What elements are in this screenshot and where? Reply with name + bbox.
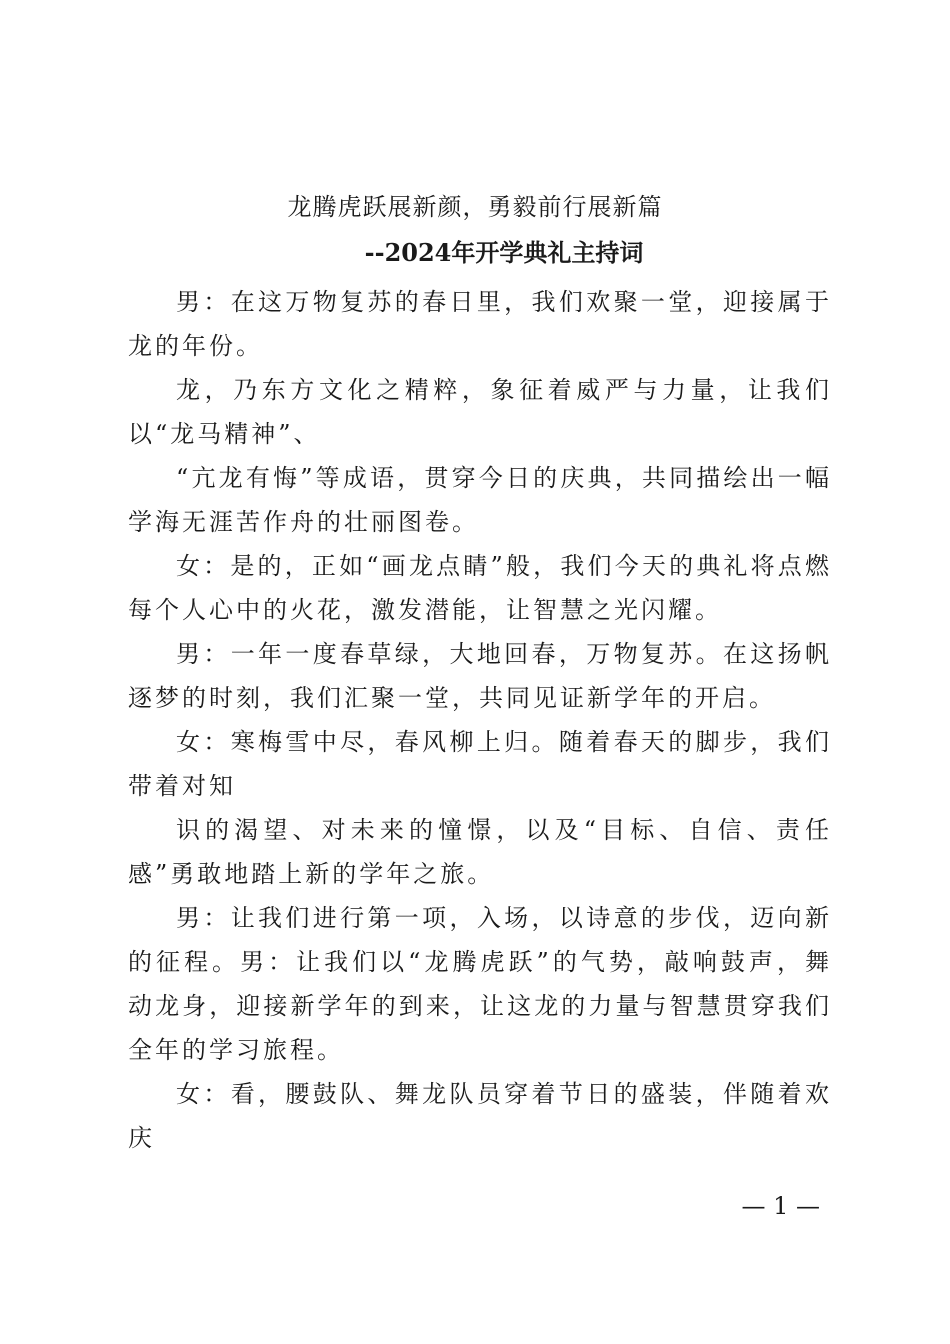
paragraph: 女：看，腰鼓队、舞龙队员穿着节日的盛装，伴随着欢庆 [128, 1080, 832, 1152]
paragraph: 女：是的，正如“画龙点睛”般，我们今天的典礼将点燃每个人心中的火花，激发潜能，让智慧之光闪耀。 [128, 552, 832, 624]
paragraph: “亢龙有悔”等成语，贯穿今日的庆典，共同描绘出一幅学海无涯苦作舟的壮丽图卷。 [128, 464, 832, 536]
paragraph: 龙，乃东方文化之精粹，象征着威严与力量，让我们以“龙马精神”、 [128, 376, 832, 448]
document-subtitle: --2024年开学典礼主持词 [364, 238, 644, 267]
document-title: 龙腾虎跃展新颜，勇毅前行展新篇 [287, 193, 663, 221]
paragraph: 女：寒梅雪中尽，春风柳上归。随着春天的脚步，我们带着对知 [128, 728, 832, 800]
page-number: — 1 — [741, 1192, 820, 1220]
document-body [128, 280, 832, 1160]
paragraph: 男：在这万物复苏的春日里，我们欢聚一堂，迎接属于龙的年份。 [128, 288, 832, 360]
paragraph: 识的渴望、对未来的憧憬，以及“目标、自信、责任感”勇敢地踏上新的学年之旅。 [128, 816, 832, 888]
paragraph: 男：让我们进行第一项，入场，以诗意的步伐，迈向新的征程。男：让我们以“龙腾虎跃”的气势，敲响鼓声，舞动龙身，迎接新学年的到来，让这龙的力量与智慧贯穿我们全年的学习旅程。 [128, 904, 832, 1064]
paragraph: 男：一年一度春草绿，大地回春，万物复苏。在这扬帆逐梦的时刻，我们汇聚一堂，共同见证新学年的开启。 [128, 640, 832, 712]
